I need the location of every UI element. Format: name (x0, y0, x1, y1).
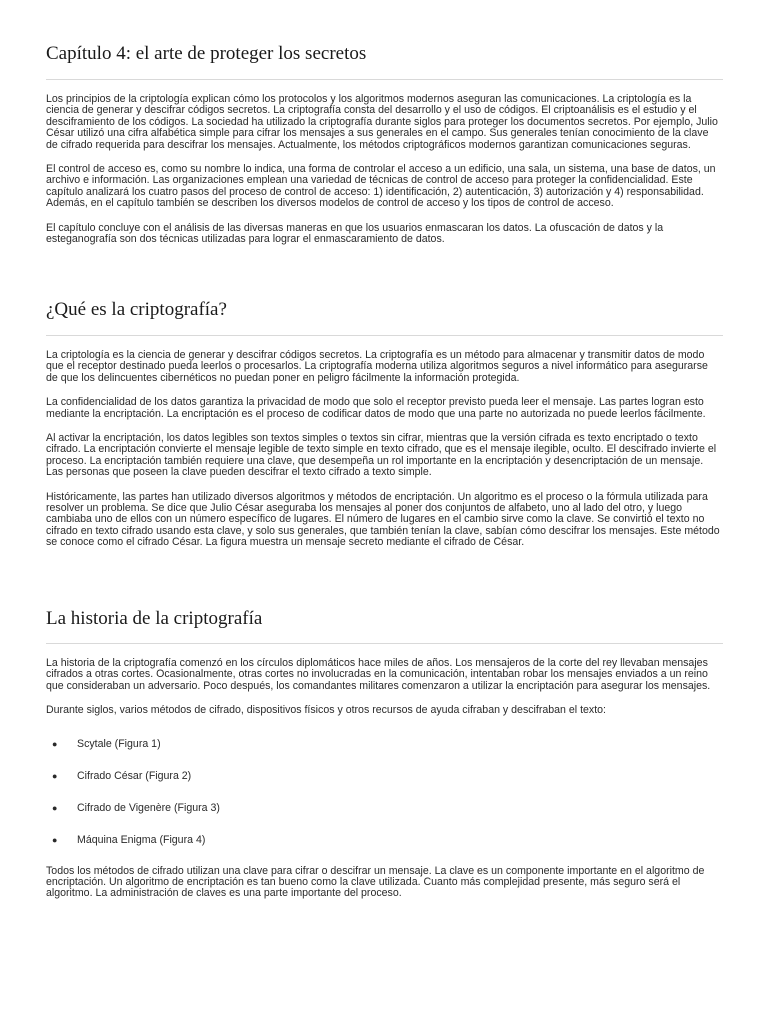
paragraph: El capítulo concluye con el análisis de las diversas maneras en que los usuarios enmascaran los datos. La ofuscación de datos y la esteganografía son dos técnicas utilizadas para lograr el enmascaramiento de datos. (46, 221, 664, 246)
paragraph: La confidencialidad de los datos garantiza la privacidad de modo que solo el receptor previsto pueda leer el mensaje. Las partes logran esto mediante la encriptación. La encriptación es el proceso de codificar datos de modo que una parte no autorizada no puede leerlos fácilmente. (46, 396, 706, 420)
list-item-label: Cifrado de Vigenère (Figura 3) (77, 801, 220, 814)
paragraph: La criptología es la ciencia de generar y descifrar códigos secretos. La criptografía es un método para almacenar y transmitir datos de modo que el receptor destinado pueda leerlos o procesarlos. La criptografía moderna utiliza algoritmos seguros a nivel informático para asegurarse de que los delincuentes cibernéticos no puedan poner en peligro fácilmente la información protegida. (46, 349, 708, 384)
list-item (46, 834, 722, 866)
section-title-history: La historia de la criptografía (46, 608, 263, 629)
section-divider (46, 79, 723, 80)
chapter-heading-block (46, 42, 722, 66)
section-divider (46, 335, 723, 336)
section-title-cryptography: ¿Qué es la criptografía? (46, 299, 227, 320)
list-item-label: Scytale (Figura 1) (77, 737, 161, 750)
list-item (46, 770, 722, 802)
paragraph: Históricamente, las partes han utilizado diversos algoritmos y métodos de encriptación. Un algoritmo es el proceso o la fórmula utilizada para resolver un problema. Se dice que Julio César aseguraba los mensajes al poner dos conjuntos de alfabeto, uno al lado del otro, y luego cambiaba uno de ellos con un número específico de lugares. El número de lugares en el cambio sirve como la clave. Se convirtió el texto no cifrado en texto cifrado usando esta clave, y solo sus generales, que también tenían la clave, sabían cómo descifrar los mensajes. Este método se conoce como el cifrado César. La figura muestra un mensaje secreto mediante el cifrado de César. (46, 490, 720, 549)
paragraph: Todos los métodos de cifrado utilizan una clave para cifrar o descifrar un mensaje. La clave es un componente importante en el algoritmo de encriptación. Un algoritmo de encriptación es tan bueno como la clave utilizada. Cuanto más complejidad presente, más seguro será el algoritmo. La administración de claves es una parte importante del proceso. (46, 864, 705, 900)
section-divider (46, 643, 723, 644)
list-item (46, 738, 722, 770)
history-heading-block (46, 607, 722, 631)
paragraph: El control de acceso es, como su nombre lo indica, una forma de controlar el acceso a un edificio, una sala, un sistema, una base de datos, un archivo e información. Las organizaciones emplean una variedad de técnicas de control de acceso para proteger la confidencialidad. Este capítulo analizará los cuatro pasos del proceso de control de acceso: 1) identificación, 2) autenticación, 3) autorización y 4) responsabilidad. Además, en el capítulo también se describen los diversos modelos de control de acceso y los tipos de control de acceso. (46, 163, 716, 210)
cipher-method-list (46, 738, 722, 866)
cryptography-body (46, 350, 722, 562)
paragraph: Al activar la encriptación, los datos legibles son textos simples o textos sin cifrar, mientras que la versión cifrada es texto encriptado o texto cifrado. La encriptación convierte el mensaje legible de texto simple en texto cifrado, que es el mensaje ilegible, oculto. El descifrado invierte el proceso. La encriptación también requiere una clave, que desempeña un rol importante en la encriptación y desencriptación de un mensaje. Las personas que poseen la clave pueden descifrar el texto cifrado a texto simple. (46, 432, 717, 479)
cryptography-heading-block (46, 298, 722, 322)
paragraph: La historia de la criptografía comenzó en los círculos diplomáticos hace miles de años. Los mensajeros de la corte del rey llevaban mensajes cifrados a otras cortes. Ocasionalmente, otras cortes no involucradas en la comunicación, intentaban robar los mensajes enviados a un reino que consideraban un adversario. Poco después, los comandantes militares comenzaron a utilizar la encriptación para asegurar los mensajes. (46, 657, 711, 692)
bullet-icon: ● (52, 770, 58, 781)
chapter-title: Capítulo 4: el arte de proteger los secretos (46, 43, 367, 64)
bullet-icon: ● (52, 738, 58, 749)
paragraph: Los principios de la criptología explican cómo los protocolos y los algoritmos modernos aseguran las comunicaciones. La criptología es la ciencia de generar y descifrar códigos secretos. La criptografía consta del desarrollo y el uso de códigos. El criptoanálisis es el estudio y el desciframiento de los códigos. La sociedad ha utilizado la criptografía durante siglos para proteger los documentos secretos. Por ejemplo, Julio César utilizó una cifra alfabética simple para cifrar los mensajes a sus generales en el campo. Sus generales tenían conocimiento de la clave de cifrado requerida para descifrar los mensajes. Actualmente, los métodos criptográficos modernos garantizan comunicaciones seguras. (46, 93, 718, 151)
paragraph: Durante siglos, varios métodos de cifrado, dispositivos físicos y otros recursos de ayuda cifraban y descifraban el texto: (46, 704, 606, 717)
history-body (46, 658, 722, 913)
bullet-icon: ● (52, 802, 58, 813)
chapter-intro (46, 94, 722, 258)
bullet-icon: ● (52, 834, 58, 845)
list-item-label: Cifrado César (Figura 2) (77, 769, 192, 782)
list-item (46, 802, 722, 834)
list-item-label: Máquina Enigma (Figura 4) (77, 833, 206, 846)
